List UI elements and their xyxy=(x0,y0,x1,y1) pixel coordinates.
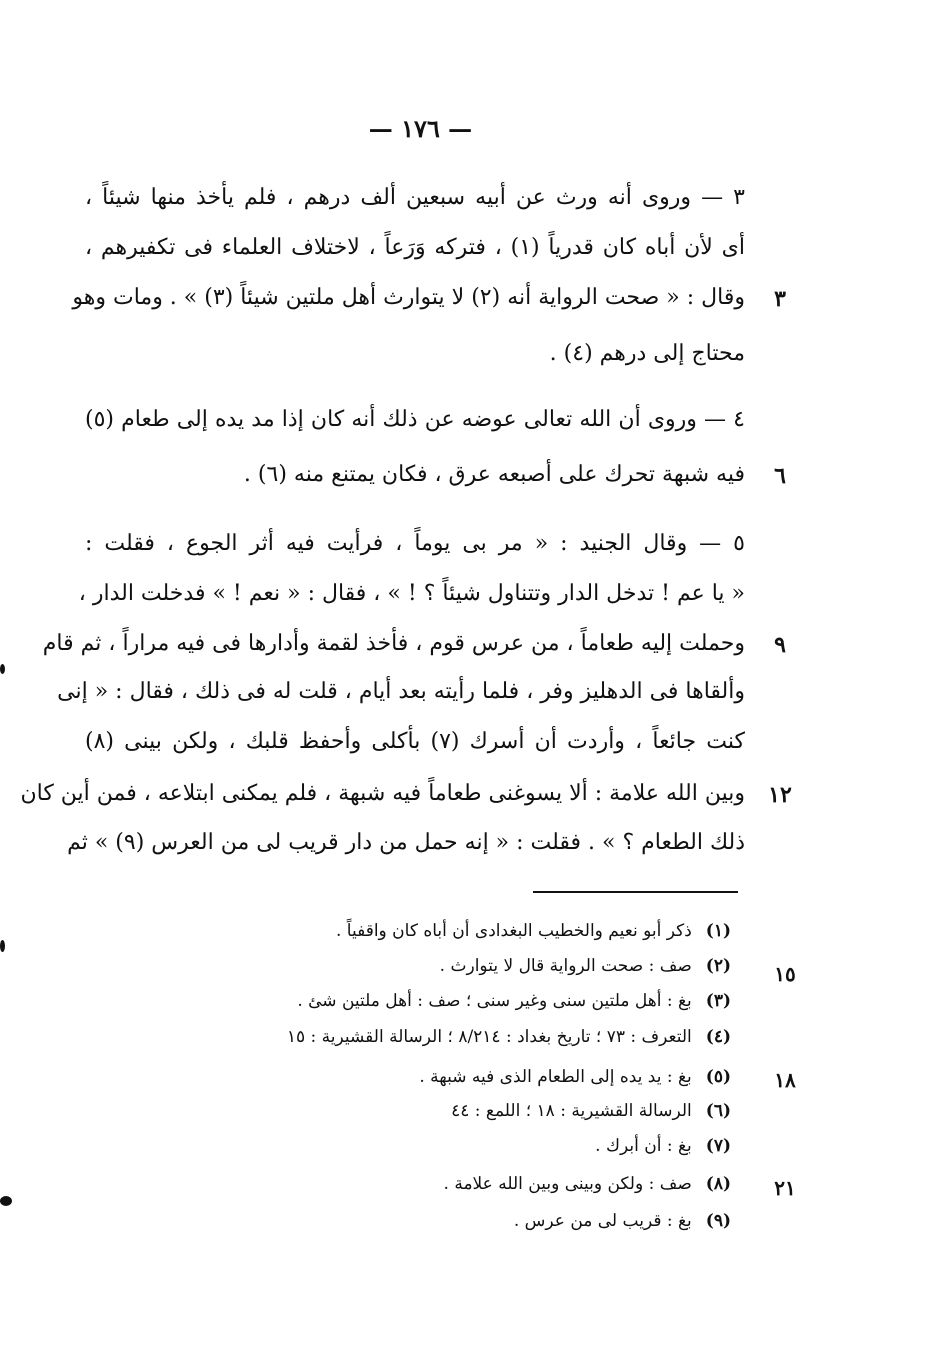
scan-speck xyxy=(0,1196,12,1206)
text-line: ٥ — وقال الجنيد : « مر بى يوماً ، فرأيت فيه أثر الجوع ، فقلت : xyxy=(85,531,745,556)
page-number: — ١٧٦ — xyxy=(368,114,473,143)
footnote-text: صف : صحت الرواية قال لا يتوارث . xyxy=(439,956,692,976)
footnote-number: (٧) xyxy=(705,1136,731,1156)
footnote xyxy=(231,1208,731,1234)
text-line: ذلك الطعام ؟ » . فقلت : « إنه حمل من دار قريب لى من العرس (٩) » ثم xyxy=(67,830,745,855)
footnote-text: التعرف : ٧٣ ؛ تاريخ بغداد : ٨/٢١٤ ؛ الرسالة القشيرية : ١٥ xyxy=(286,1027,692,1047)
footnote-number: (٦) xyxy=(705,1101,731,1121)
text-line: محتاج إلى درهم (٤) . xyxy=(549,341,745,366)
footnote xyxy=(231,918,731,944)
footnote-text: بغ : يد يده إلى الطعام الذى فيه شبهة . xyxy=(419,1067,692,1087)
text-line: وحملت إليه طعاماً ، من عرس قوم ، فأخذ لقمة وأدارها فى فيه مراراً ، ثم قام xyxy=(42,631,745,656)
footnote-separator xyxy=(533,891,738,893)
margin-line-number: ١٢ xyxy=(768,782,792,808)
text-line: أى لأن أباه كان قدرياً (١) ، فتركه وَرَعاً ، لاختلاف العلماء فى تكفيرهم ، xyxy=(85,235,745,260)
scan-speck xyxy=(0,664,5,674)
footnote-number: (٢) xyxy=(705,956,731,976)
text-line: ٣ — وروى أنه ورث عن أبيه سبعين ألف درهم ، فلم يأخذ منها شيئاً ، xyxy=(85,185,745,210)
footnote-number: (٤) xyxy=(705,1027,731,1047)
footnote-number: (٨) xyxy=(705,1174,731,1194)
footnote xyxy=(231,1024,731,1050)
footnote xyxy=(231,1133,731,1159)
footnote-number: (٥) xyxy=(705,1067,731,1087)
footnote-text: ذكر أبو نعيم والخطيب البغدادى أن أباه كان واقفياً . xyxy=(335,921,692,941)
footnote xyxy=(231,1064,731,1090)
footnote xyxy=(231,953,731,979)
scan-speck xyxy=(0,940,5,952)
text-line: ٤ — وروى أن الله تعالى عوضه عن ذلك أنه كان إذا مد يده إلى طعام (٥) xyxy=(85,407,745,432)
footnote-text: الرسالة القشيرية : ١٨ ؛ اللمع : ٤٤ xyxy=(451,1101,692,1121)
footnote-number: (١) xyxy=(705,921,731,941)
footnote-text: بغ : أن أبرك . xyxy=(595,1136,692,1156)
text-line: وقال : « صحت الرواية أنه (٢) لا يتوارث أهل ملتين شيئاً (٣) » . ومات وهو xyxy=(72,285,745,310)
margin-line-number: ٩ xyxy=(774,632,786,658)
footnote-text: بغ : أهل ملتين سنى وغير سنى ؛ صف : أهل ملتين شئ . xyxy=(297,991,692,1011)
footnote xyxy=(231,1098,731,1124)
footnote-margin-number: ١٨ xyxy=(774,1068,796,1092)
text-line: وبين الله علامة : ألا يسوغنى طعاماً فيه شبهة ، فلم يمكنى ابتلاعه ، فمن أين كان xyxy=(20,781,745,806)
footnote-text: صف : ولكن وبينى وبين الله علامة . xyxy=(443,1174,692,1194)
text-line: « يا عم ! تدخل الدار وتتناول شيئاً ؟ ! » ، فقال : « نعم ! » فدخلت الدار ، xyxy=(78,581,745,606)
text-line: فيه شبهة تحرك على أصبعه عرق ، فكان يمتنع منه (٦) . xyxy=(243,462,745,487)
margin-line-number: ٣ xyxy=(774,286,786,312)
footnote-margin-number: ١٥ xyxy=(774,962,796,986)
margin-line-number: ٦ xyxy=(774,463,786,489)
footnote-margin-number: ٢١ xyxy=(774,1176,796,1200)
footnote xyxy=(231,988,731,1014)
text-line: كنت جائعاً ، وأردت أن أسرك (٧) بأكلى وأحفظ قلبك ، ولكن بينى (٨) xyxy=(85,729,745,754)
text-line: وألقاها فى الدهليز وفر ، فلما رأيته بعد أيام ، قلت له فى ذلك ، فقال : « إنى xyxy=(57,679,745,704)
footnote-number: (٣) xyxy=(705,991,731,1011)
footnote-number: (٩) xyxy=(705,1211,731,1231)
footnote-text: بغ : قريب لى من عرس . xyxy=(513,1211,692,1231)
footnote xyxy=(231,1171,731,1197)
